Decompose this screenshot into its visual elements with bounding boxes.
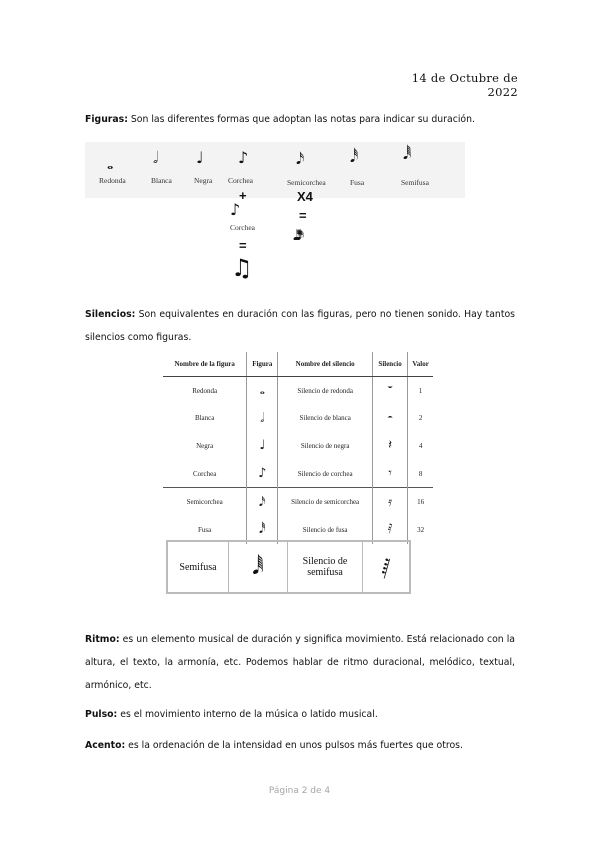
table-row: [167, 541, 410, 593]
equals-symbol: =: [239, 238, 247, 253]
corchea-sum-diagram: [225, 188, 259, 286]
eighth-note-icon: ♪: [247, 460, 278, 488]
eighth-note-icon: ♪: [238, 148, 249, 167]
table-row: [163, 460, 433, 488]
sixteenth-rest-icon: 𝄿: [373, 488, 408, 516]
acento-paragraph: [85, 734, 515, 757]
pulso-term: Pulso:: [85, 709, 118, 720]
semifusa-table: [166, 540, 411, 594]
rest-name-cell: Silencio de fusa: [278, 516, 373, 544]
column-header: Figura: [247, 352, 278, 377]
eighth-note-icon: ♪: [230, 200, 241, 219]
pulso-text: es el movimiento interno de la música o latido musical.: [117, 709, 378, 720]
note-label: Corchea: [228, 176, 253, 185]
rest-name-cell: Silencio de negra: [278, 432, 373, 460]
rest-name-cell: Silencio de corchea: [278, 460, 373, 488]
thirty-second-note-icon: 𝅘𝅥𝅰: [247, 516, 278, 544]
quarter-note-icon: ♩: [247, 432, 278, 460]
half-note-icon: 𝅗𝅥: [247, 405, 278, 433]
note-label: Blanca: [151, 176, 172, 185]
note-label: Corchea: [230, 223, 255, 232]
column-header: Nombre del silencio: [278, 352, 373, 377]
ritmo-term: Ritmo:: [85, 634, 120, 645]
note-label: Fusa: [350, 178, 365, 187]
half-note-icon: 𝅗𝅥: [153, 148, 159, 167]
figure-name-cell: Semicorchea: [163, 488, 247, 516]
table-row: [163, 377, 433, 405]
table-row: [163, 432, 433, 460]
beamed-eighth-notes-icon: ♫: [231, 254, 253, 282]
value-cell: 16: [408, 488, 433, 516]
thirty-second-rest-icon: 𝅀: [373, 516, 408, 544]
note-label: Semifusa: [401, 178, 429, 187]
date-header: 14 de Octubre de 2022: [411, 71, 518, 99]
ritmo-paragraph: [85, 628, 515, 697]
silencios-paragraph: [85, 303, 515, 349]
table-row: [163, 405, 433, 433]
times-four-label: X4: [297, 189, 313, 204]
rest-name-cell: Silencio de blanca: [278, 405, 373, 433]
figure-name-cell: Semifusa: [167, 541, 229, 593]
value-cell: 4: [408, 432, 433, 460]
thirty-second-note-icon: 𝅘𝅥𝅰: [350, 147, 359, 166]
ritmo-text: es un elemento musical de duración y significa movimiento. Está relacionado con la altura, el texto, la armonía, etc. Podemos hablar de ritmo duracional, melódico, textual, armónico, etc.: [85, 634, 515, 691]
whole-rest-icon: 𝄻: [373, 377, 408, 405]
table-row: [163, 488, 433, 516]
note-label: Negra: [194, 176, 213, 185]
eighth-rest-icon: 𝄾: [373, 460, 408, 488]
value-cell: 2: [408, 405, 433, 433]
whole-note-icon: 𝅝: [247, 377, 278, 405]
quarter-rest-icon: 𝄽: [373, 432, 408, 460]
sixteenth-note-icon: 𝅘𝅥𝅯: [296, 149, 305, 168]
value-cell: 32: [408, 516, 433, 544]
sixty-fourth-note-icon: 𝅘𝅥𝅱: [403, 144, 412, 163]
half-rest-icon: 𝄼: [373, 405, 408, 433]
value-cell: 8: [408, 460, 433, 488]
column-header: Silencio: [373, 352, 408, 377]
page-number: Página 2 de 4: [268, 786, 331, 796]
figure-name-cell: Negra: [196, 441, 214, 450]
note-figures-image: [85, 142, 465, 198]
rest-name-cell: Silencio de semifusa: [288, 541, 363, 593]
column-header: Valor: [408, 352, 433, 377]
note-label: Redonda: [99, 176, 126, 185]
column-header: Nombre de la figura: [163, 352, 247, 377]
silencios-term: Silencios:: [85, 309, 136, 320]
rest-name-cell: Silencio de semicorchea: [278, 488, 373, 516]
sixty-fourth-rest-icon: 𝅁: [363, 541, 411, 593]
acento-term: Acento:: [85, 740, 126, 751]
sixty-fourth-note-icon: 𝅘𝅥𝅱: [229, 541, 288, 593]
figure-name-cell: Redonda: [192, 386, 218, 395]
rest-name-cell: Silencio de redonda: [278, 377, 373, 405]
table-header-row: [163, 352, 433, 377]
figure-name-cell: Blanca: [194, 414, 215, 423]
figuras-term: Figuras:: [85, 114, 128, 125]
sixteenth-note-icon: 𝅘𝅥𝅯: [247, 488, 278, 516]
figure-name-cell: Fusa: [198, 525, 212, 534]
plus-symbol: +: [239, 188, 247, 203]
value-cell: 1: [408, 377, 433, 405]
pulso-paragraph: [85, 703, 515, 726]
whole-note-icon: 𝅝: [107, 154, 114, 173]
equals-symbol: =: [299, 208, 307, 223]
acento-text: es la ordenación de la intensidad en unos pulsos más fuertes que otros.: [125, 740, 463, 751]
silencios-table: [163, 352, 433, 544]
note-label: Semicorchea: [287, 178, 326, 187]
silencios-text: Son equivalentes en duración con las figuras, pero no tienen sonido. Hay tantos silencios como figuras.: [85, 309, 515, 343]
figure-name-cell: Corchea: [192, 469, 217, 478]
figuras-text: Son las diferentes formas que adoptan las notas para indicar su duración.: [127, 114, 475, 125]
beamed-sixteenth-notes-icon: 𝅘𝅥𝅯𝅘𝅥𝅯𝅘𝅥𝅯𝅘𝅥𝅯: [293, 228, 299, 244]
figuras-paragraph: [85, 108, 515, 131]
quarter-note-icon: ♩: [196, 148, 204, 167]
